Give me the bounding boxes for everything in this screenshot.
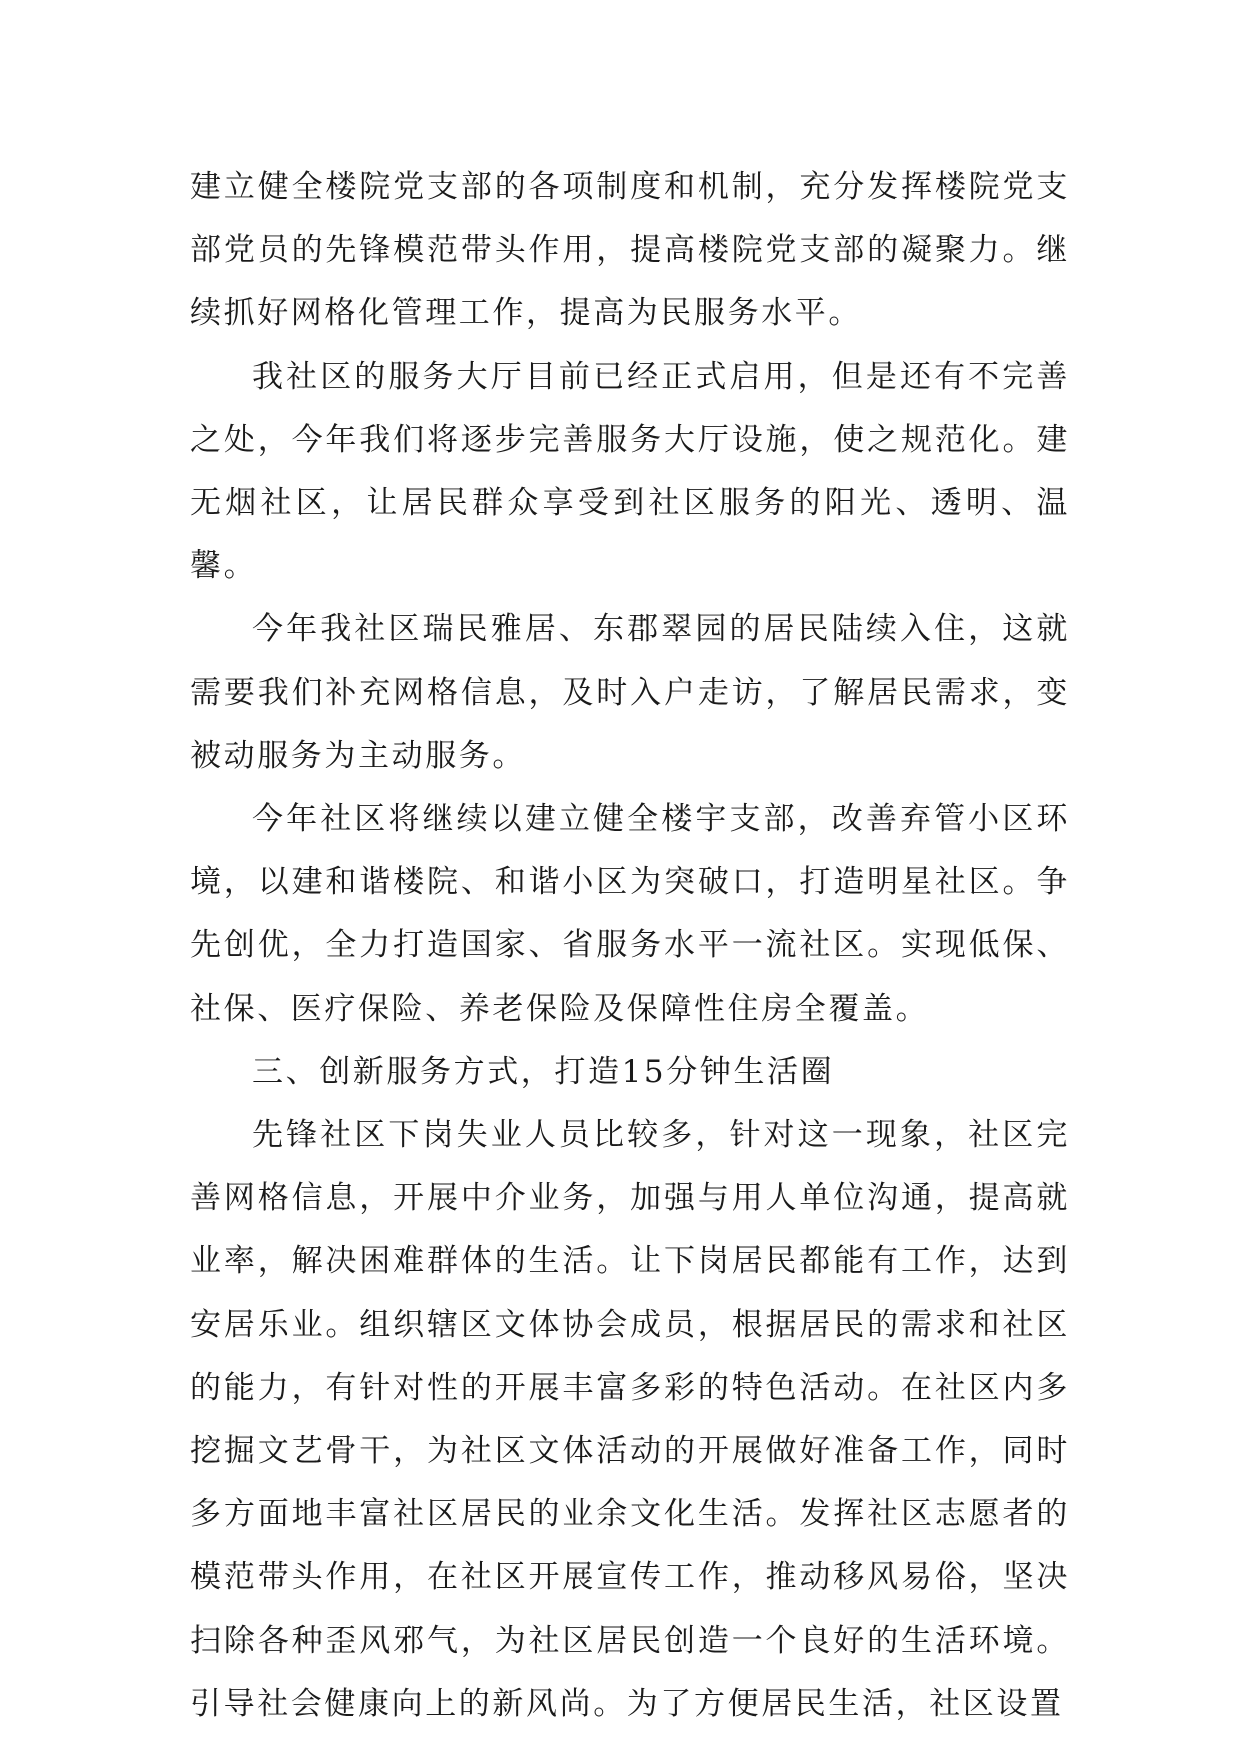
paragraph-building-branches: 今年社区将继续以建立健全楼宇支部，改善弃管小区环境，以建和谐楼院、和谐小区为突破口，打造明星社区。争先创优，全力打造国家、省服务水平一流社区。实现低保、社保、医疗保险、养老保险及保障性住房全覆盖。	[190, 801, 1070, 1027]
paragraph-employment-culture: 先锋社区下岗失业人员比较多，针对这一现象，社区完善网格信息，开展中介业务，加强与用人单位沟通，提高就业率，解决困难群体的生活。让下岗居民都能有工作，达到安居乐业。组织辖区文体协会成员，根据居民的需求和社区的能力，有针对性的开展丰富多彩的特色活动。在社区内多挖掘文艺骨干，为社区文体活动的开展做好准备工作，同时多方面地丰富社区居民的业余文化生活。发挥社区志愿者的模范带头作用，在社区开展宣传工作，推动移风易俗，坚决扫除各种歪风邪气，为社区居民创造一个良好的生活环境。引导社会健康向上的新风尚。为了方便居民生活，社区设置	[190, 1117, 1070, 1722]
paragraph-new-residents: 今年我社区瑞民雅居、东郡翠园的居民陆续入住，这就需要我们补充网格信息，及时入户走访，了解居民需求，变被动服务为主动服务。	[190, 611, 1070, 774]
paragraph-service-hall: 我社区的服务大厅目前已经正式启用，但是还有不完善之处，今年我们将逐步完善服务大厅设施，使之规范化。建无烟社区，让居民群众享受到社区服务的阳光、透明、温馨。	[190, 358, 1070, 585]
document-body	[190, 156, 1070, 1736]
section-heading-service-innovation: 三、创新服务方式，打造15分钟生活圈	[252, 1053, 835, 1090]
paragraph-party-branch-system: 建立健全楼院党支部的各项制度和机制，充分发挥楼院党支部党员的先锋模范带头作用，提高楼院党支部的凝聚力。继续抓好网格化管理工作，提高为民服务水平。	[190, 169, 1070, 332]
